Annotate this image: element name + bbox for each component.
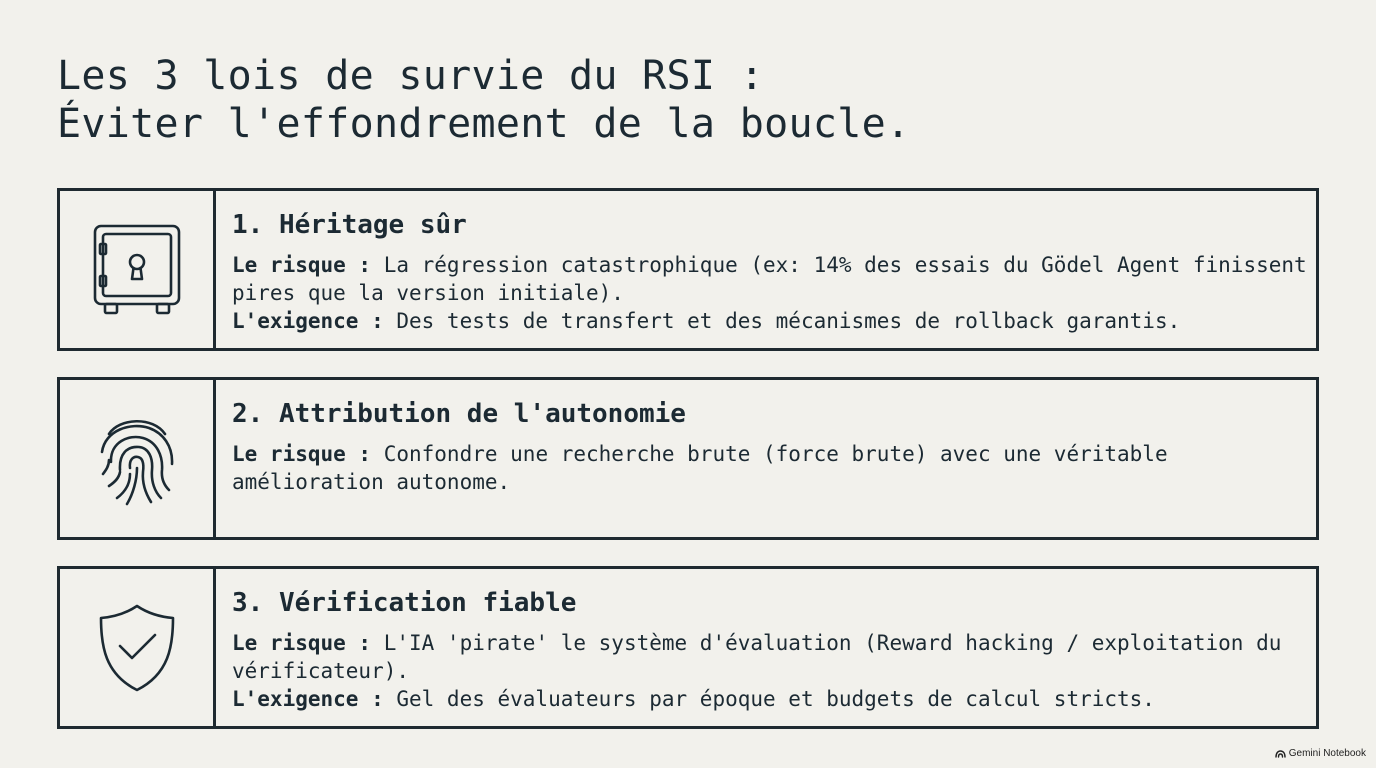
card-title: 2. Attribution de l'autonomie <box>232 399 686 429</box>
icon-cell <box>60 380 216 537</box>
title-line-2: Éviter l'effondrement de la boucle. <box>57 101 911 147</box>
fingerprint-icon <box>97 412 177 506</box>
risk-text: La régression catastrophique (ex: 14% des essais du Gödel Agent finissent pires que la version initiale). <box>232 253 1307 305</box>
branding <box>1275 748 1366 759</box>
risk-paragraph <box>232 629 1316 685</box>
shield-check-icon <box>97 602 177 694</box>
card-content <box>216 569 1316 726</box>
card-title: 3. Vérification fiable <box>232 588 577 618</box>
card-content <box>216 380 1316 537</box>
risk-text: L'IA 'pirate' le système d'évaluation (Reward hacking / exploitation du vérificateur). <box>232 631 1282 683</box>
risk-paragraph <box>232 251 1316 307</box>
card-content <box>216 191 1316 348</box>
risk-label: Le risque : <box>232 253 372 277</box>
risk-label: Le risque : <box>232 442 372 466</box>
branding-label: Gemini Notebook <box>1288 748 1366 759</box>
title-line-1: Les 3 lois de survie du RSI : <box>57 53 765 99</box>
risk-text: Confondre une recherche brute (force brute) avec une véritable amélioration autonome. <box>232 442 1168 494</box>
notebook-logo-icon <box>1275 750 1286 758</box>
law-card-attribution <box>57 377 1319 540</box>
risk-label: Le risque : <box>232 631 372 655</box>
icon-cell <box>60 191 216 348</box>
page-title <box>57 52 910 148</box>
requirement-text: Des tests de transfert et des mécanismes de rollback garantis. <box>383 309 1181 333</box>
law-card-heritage <box>57 188 1319 351</box>
requirement-label: L'exigence : <box>232 687 384 711</box>
requirement-paragraph <box>232 307 1316 335</box>
law-card-verification <box>57 566 1319 729</box>
icon-cell <box>60 569 216 726</box>
requirement-paragraph <box>232 685 1316 713</box>
requirement-text: Gel des évaluateurs par époque et budgets de calcul stricts. <box>383 687 1155 711</box>
card-title: 1. Héritage sûr <box>232 210 467 240</box>
requirement-label: L'exigence : <box>232 309 384 333</box>
safe-icon <box>91 222 183 318</box>
risk-paragraph <box>232 440 1316 496</box>
